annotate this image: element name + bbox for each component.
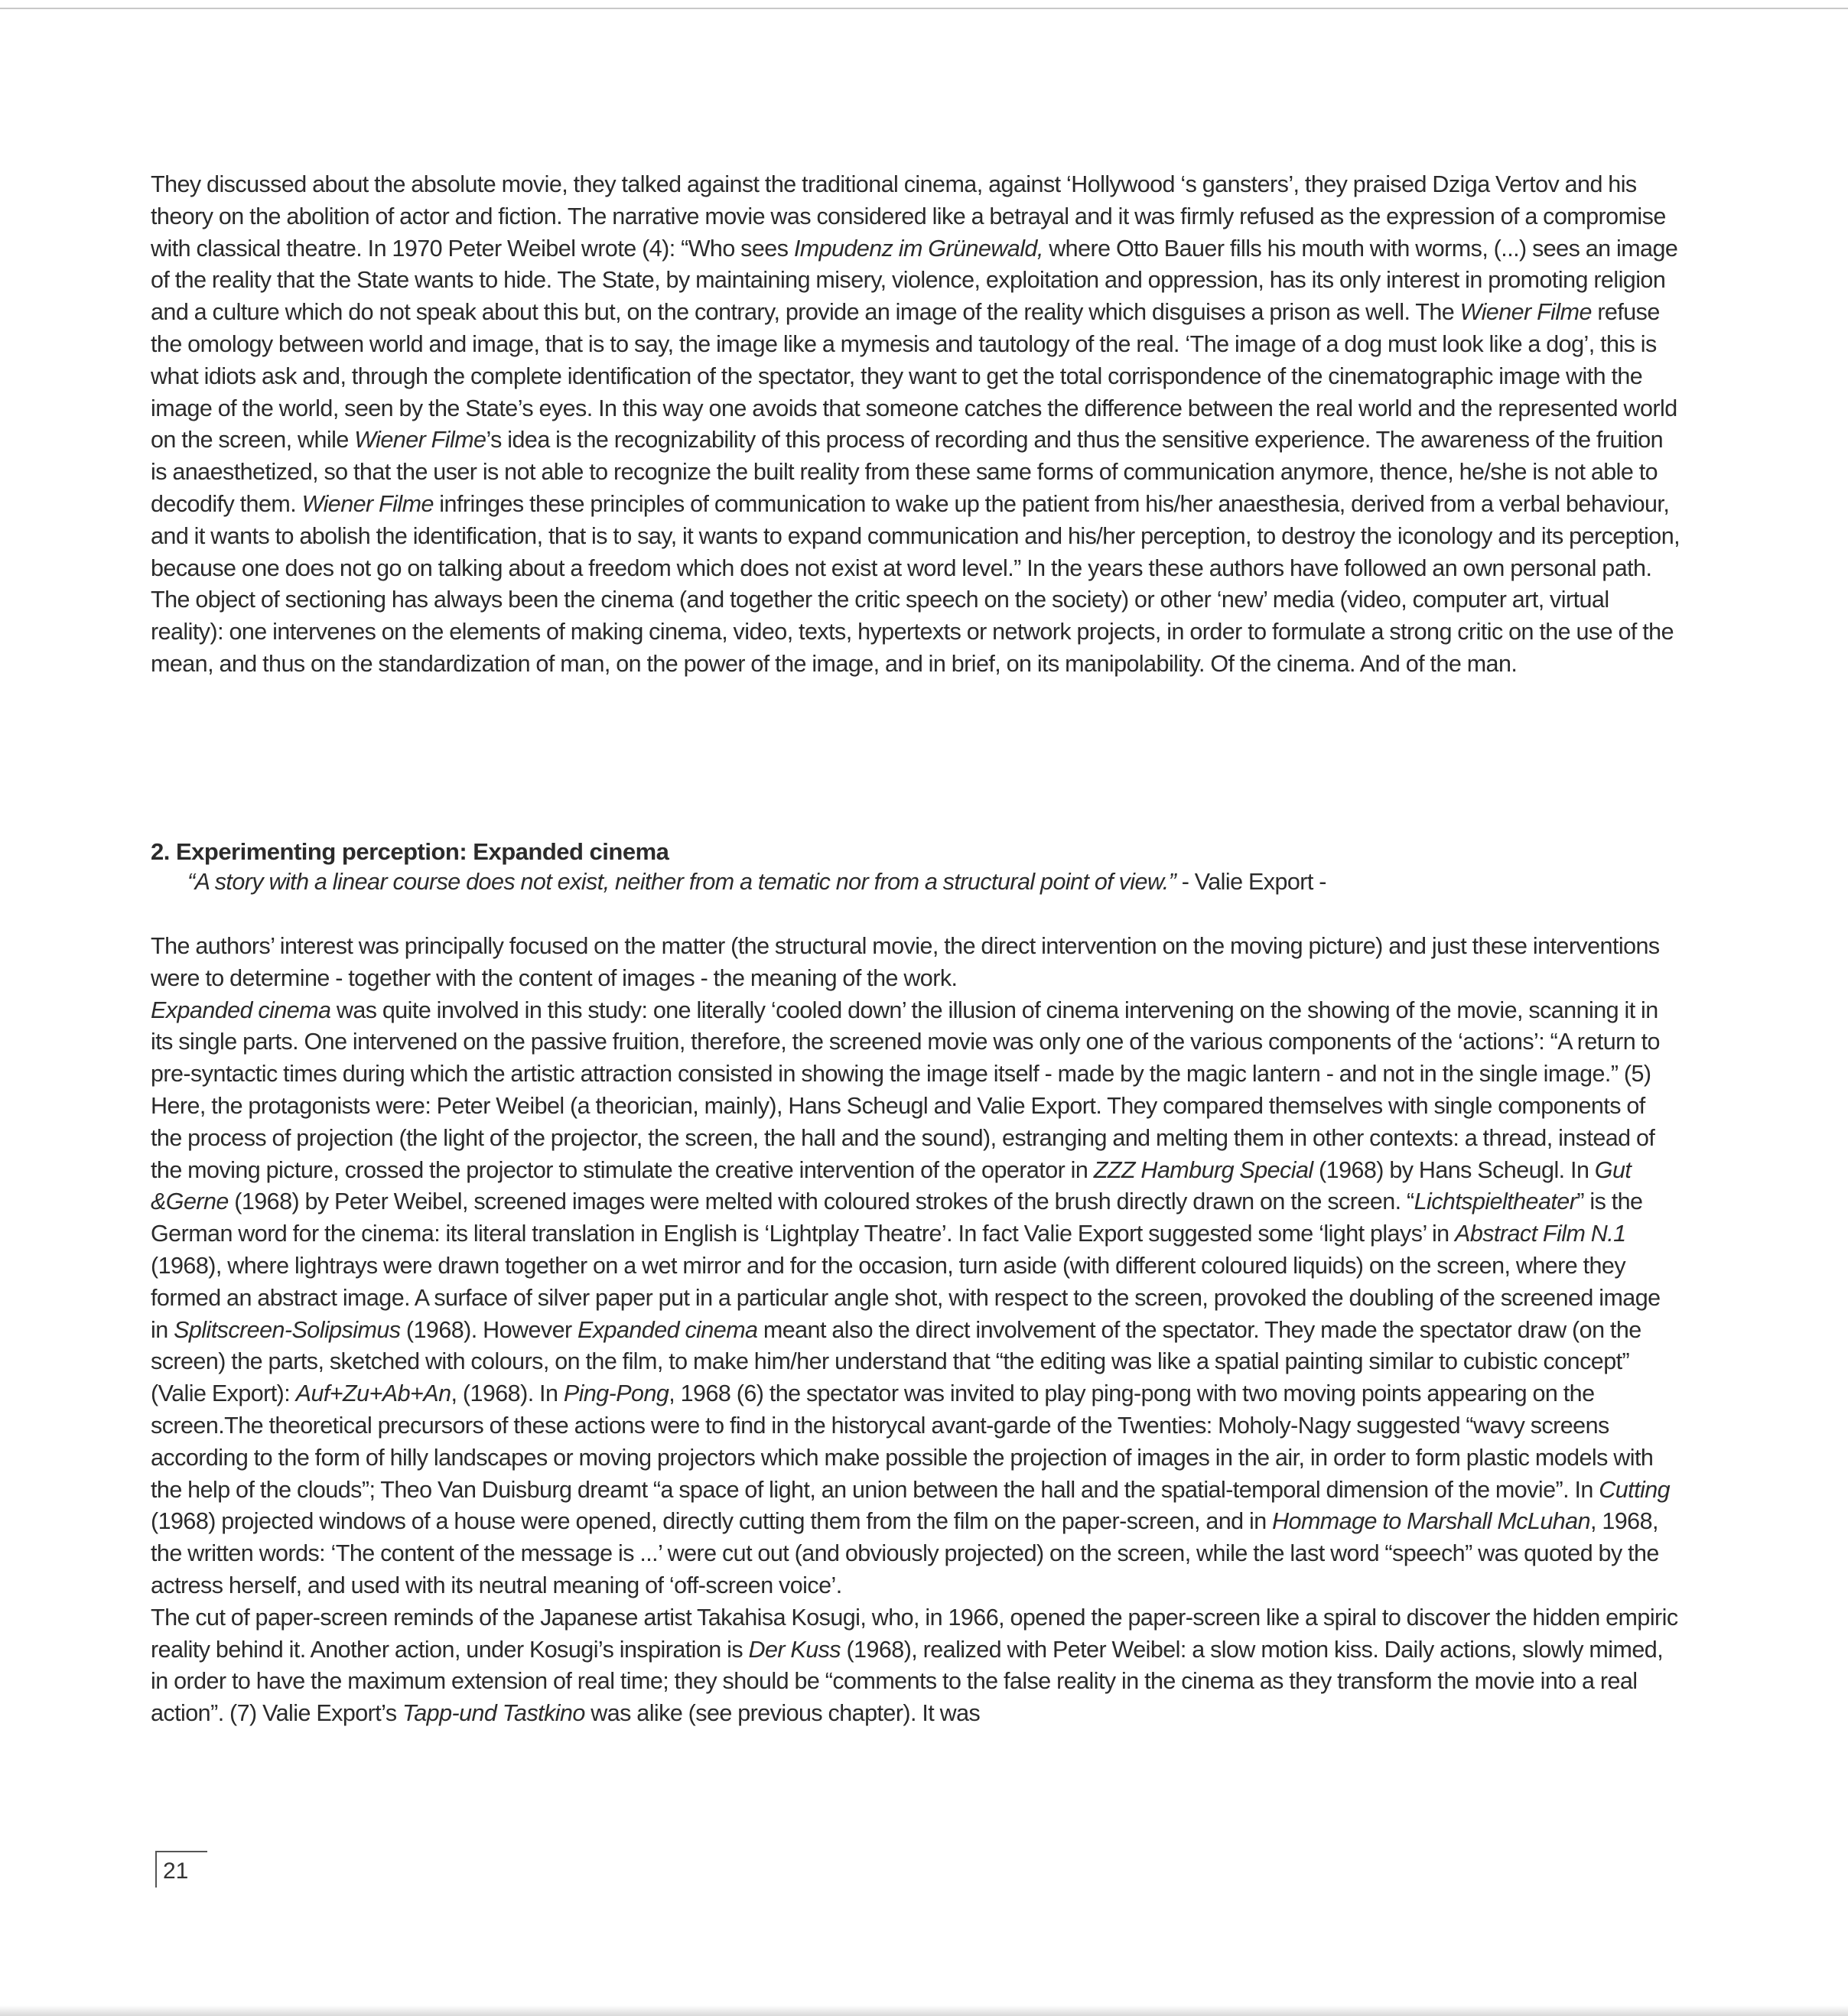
scan-edge: [0, 2005, 1848, 2016]
paragraph-kosugi: The cut of paper-screen reminds of the Japanese artist Takahisa Kosugi, who, in 1966, opened the paper-screen like a spiral to discover the hidden empiric reality behind it. Another action, under Kosugi’s inspiration is Der Kuss (1968), realized with Peter Weibel: a slow motion kiss. Daily actions, slowly mimed, in order to have the maximum extension of real time; they should be “comments to the false reality in the cinema as they transform the movie into a real action”. (7) Valie Export’s Tapp-und Tastkino was alike (see previous chapter). It was: [151, 1604, 1678, 1727]
paragraph-text: They discussed about the absolute movie, they talked against the traditional cinema, against ‘Hollywood ‘s gansters’, they praised Dziga Vertov and his theory on the abolition of actor and fiction. The narrative movie was considered like a betrayal and it was firmly refused as the expression of a compromise with classical theatre. In 1970 Peter Weibel wrote (4): “Who sees Impudenz im Grünewald, where Otto Bauer fills his mouth with worms, (...) sees an image of the reality that the State wants to hide. The State, by maintaining misery, violence, exploitation and oppression, has its only interest in promoting religion and a culture which do not speak about this but, on the contrary, provide an image of the reality which disguises a prison as well. The Wiener Filme refuse the omology between world and image, that is to say, the image like a mymesis and tautology of the real. ‘The image of a dog must look like a dog’, this is what idiots ask and, through the complete identification of the spectator, they want to get the total corrispondence of the cinematographic image with the image of the world, seen by the State’s eyes. In this way one avoids that someone catches the difference between the real world and the represented world on the screen, while Wiener Filme’s idea is the recognizability of this process of recording and thus the sensitive experience. The awareness of the fruition is anaesthetized, so that the user is not able to recognize the built reality from these same forms of communication anymore, thence, he/she is not able to decodify them. Wiener Filme infringes these principles of communication to wake up the patient from his/her anaesthesia, derived from a verbal behaviour, and it wants to abolish the identification, that is to say, it wants to expand communication and his/her perception, to destroy the iconology and its perception, because one does not go on talking about a freedom which does not exist at word level.” In the years these authors have followed an own personal path. The object of sectioning has always been the cinema (and together the critic speech on the society) or other ‘new’ media (video, computer art, virtual reality): one intervenes on the elements of making cinema, video, texts, hypertexts or network projects, in order to formulate a strong critic on the use of the mean, and thus on the standardization of man, on the power of the image, and in brief, on its manipolability. Of the cinema. And of the man.: [151, 171, 1680, 677]
epigraph-quote: “A story with a linear course does not exist, neither from a tematic nor from a structural point of view.”: [187, 869, 1176, 895]
body-paragraph-1: [151, 169, 1680, 681]
epigraph: [187, 869, 1326, 896]
epigraph-author: - Valie Export -: [1176, 869, 1326, 895]
paragraph-intro: The authors’ interest was principally focused on the matter (the structural movie, the direct intervention on the moving picture) and just these interventions were to determine - together with the content of images - the meaning of the work.: [151, 933, 1660, 991]
body-section-2: [151, 931, 1680, 1730]
paragraph-expanded-cinema: Expanded cinema was quite involved in this study: one literally ‘cooled down’ the illusion of cinema intervening on the showing of the movie, scanning it in its single parts. One intervened on the passive fruition, therefore, the screened movie was only one of the various components of the ‘actions’: “A return to pre-syntactic times during which the artistic attraction consisted in showing the image itself - made by the magic lantern - and not in the single image.” (5) Here, the protagonists were: Peter Weibel (a theorician, mainly), Hans Scheugl and Valie Export. They compared themselves with single components of the process of projection (the light of the projector, the screen, the hall and the sound), estranging and melting them in other contexts: a thread, instead of the moving picture, crossed the projector to stimulate the creative intervention of the operator in ZZZ Hamburg Special (1968) by Hans Scheugl. In Gut &Gerne (1968) by Peter Weibel, screened images were melted with coloured strokes of the brush directly drawn on the screen. “Lichtspieltheater” is the German word for the cinema: its literal translation in English is ‘Lightplay Theatre’. In fact Valie Export suggested some ‘light plays’ in Abstract Film N.1 (1968), where lightrays were drawn together on a wet mirror and for the occasion, turn aside (with different coloured liquids) on the screen, where they formed an abstract image. A surface of silver paper put in a particular angle shot, with respect to the screen, provoked the doubling of the screened image in Splitscreen-Solipsimus (1968). However Expanded cinema meant also the direct involvement of the spectator. They made the spectator draw (on the screen) the parts, sketched with colours, on the film, to make him/her understand that “the editing was like a spatial painting similar to cubistic concept” (Valie Export): Auf+Zu+Ab+An, (1968). In Ping-Pong, 1968 (6) the spectator was invited to play ping-pong with two moving points appearing on the screen.The theoretical precursors of these actions were to find in the historycal avant-garde of the Twenties: Moholy-Nagy suggested “wavy screens according to the form of hilly landscapes or moving projectors which make possible the projection of images in the air, in order to form plastic models with the help of the clouds”; Theo Van Duisburg dreamt “a space of light, an union between the hall and the spatial-temporal dimension of the movie”. In Cutting (1968) projected windows of a house were opened, directly cutting them from the film on the paper-screen, and in Hommage to Marshall McLuhan, 1968, the written words: ‘The content of the message is ...’ were cut out (and obviously projected) on the screen, while the last word “speech” was quoted by the actress herself, and used with its neutral meaning of ‘off-screen voice’.: [151, 997, 1671, 1598]
page-number: 21: [163, 1858, 189, 1884]
top-divider: [0, 8, 1848, 9]
section-heading: 2. Experimenting perception: Expanded cinema: [151, 838, 669, 865]
